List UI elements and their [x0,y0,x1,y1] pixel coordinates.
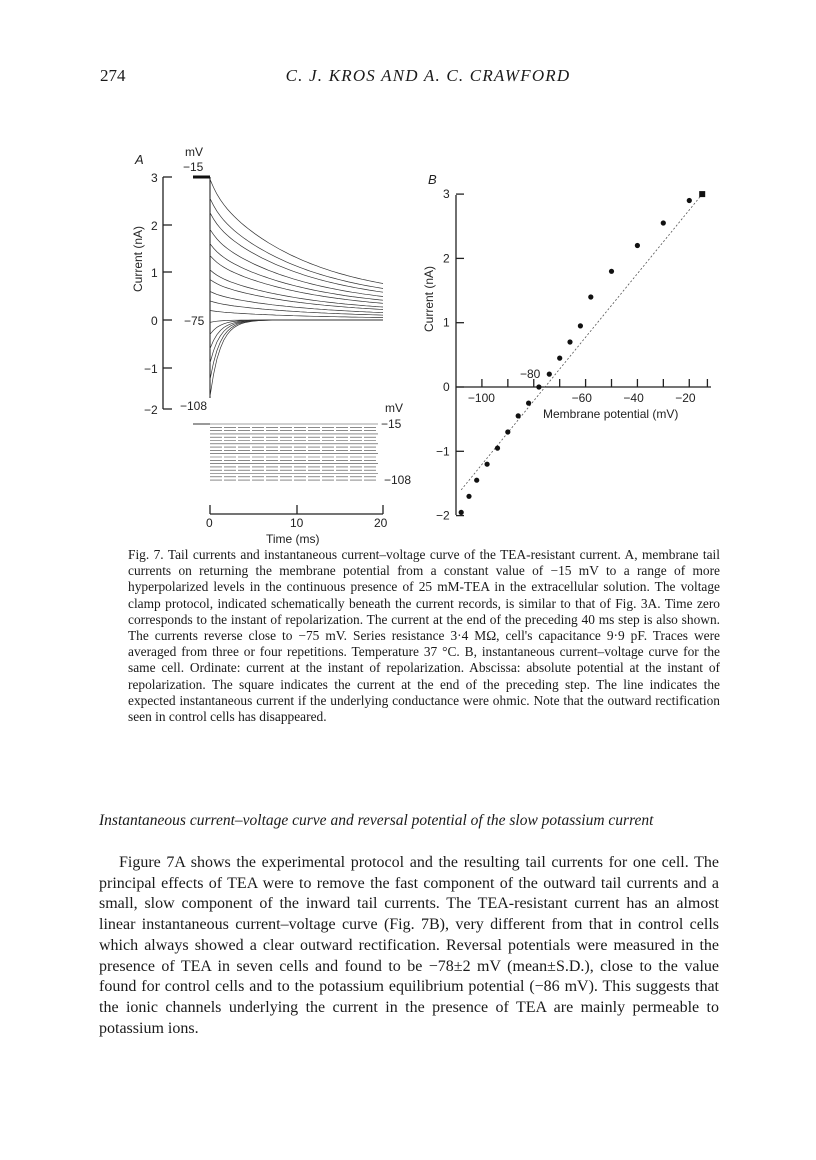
data-point [588,294,593,299]
body-paragraph: Figure 7A shows the experimental protocol and the resulting tail currents for one cell. The principal effects of TEA were to remove the fast component of the outward tail currents and a small, slow component of the inward tail currents. The TEA-resistant current has an almost linear instantaneous current–voltage curve (Fig. 7B), very different from that in control cells which always showed a clear outward rectification. Reversal potentials were measured in the presence of TEA in seven cells and found to be −78±2 mV (mean±S.D.), close to the value found for control cells and to the potassium equilibrium potential (−86 mV). This suggests that the ionic channels underlying the current in the presence of TEA are mainly permeable to potassium ions. [99,854,719,1037]
tail-current-trace [210,198,383,288]
data-point [547,372,552,377]
data-point [609,269,614,274]
panel-b-x-ticks [468,379,707,405]
panel-a-ytick-m2: −2 [144,403,158,417]
panel-a-protocol-traces [193,424,378,480]
figure-caption [128,547,720,725]
panel-a-time-tick-10: 10 [290,516,304,530]
panel-b-xtick-label: −60 [571,391,592,405]
data-point [536,384,541,389]
panel-b-annotation: −80 [520,367,541,381]
panel-a-ylabel: Current (nA) [131,225,145,292]
data-point [485,462,490,467]
panel-a-ytick-2: 2 [151,219,158,233]
panel-b-ytick-label: 3 [443,187,450,202]
caption-text: Tail currents and instantaneous current–voltage curve of the TEA-resistant current. A, membrane tail currents on returning the membrane potential from a constant value of −15 mV to a range of more hyperpolarized levels in the continuous presence of 25 mM-TEA in the extracellular solution. The voltage clamp protocol, indicated schematically beneath the current records, is similar to that of Fig. 3A. Time zero corresponds to the instant of repolarization. The current at the end of the preceding 40 ms step is also shown. The currents reverse close to −75 mV. Series resistance 3·4 MΩ, cell's capacitance 9·9 pF. Traces were averaged from three or four repetitions. Temperature 37 °C. B, instantaneous current–voltage curve for the same cell. Ordinate: current at the instant of repolarization. Abscissa: absolute potential at the instant of repolarization. The square indicates the current at the end of the preceding step. The line indicates the expected instantaneous current if the underlying conductance were ohmic. Note that the outward rectification seen in control cells has disappeared. [128,547,720,725]
panel-b-ytick-label: −1 [436,444,450,459]
panel-a [131,145,411,546]
running-head: C. J. KROS AND A. C. CRAWFORD [285,66,571,85]
panel-a-y-ticks [163,177,172,409]
data-point [526,401,531,406]
panel-a-ytick-m1: −1 [144,362,158,376]
panel-b-plot-area [459,191,706,515]
panel-a-hold-label: −108 [180,399,208,413]
panel-a-reversal-label: −75 [184,314,205,328]
panel-b-ytick-label: 0 [443,380,450,394]
panel-a-ytick-3: 3 [151,171,158,185]
panel-b-ylabel: Current (nA) [422,265,436,332]
data-point [516,413,521,418]
panel-b-xlabel: Membrane potential (mV) [543,407,679,421]
panel-b-ytick-label: −2 [436,508,450,523]
panel-a-time-tick-0: 0 [206,516,213,530]
panel-a-time-tick-20: 20 [374,516,388,530]
tail-current-trace [210,320,383,349]
data-point [635,243,640,248]
data-point [567,339,572,344]
panel-a-mv-unit: mV [185,145,203,159]
panel-b-label: B [428,172,437,187]
panel-a-protocol-top: −15 [381,417,402,431]
data-point [557,356,562,361]
data-point [495,446,500,451]
tail-current-trace [210,320,383,380]
data-point [459,510,464,515]
panel-a-label: A [135,152,144,167]
data-point [505,429,510,434]
panel-b-xtick-label: −40 [623,391,644,405]
panel-a-time-axis [210,505,383,514]
panel-a-xlabel: Time (ms) [266,532,320,546]
data-point [466,494,471,499]
data-point [578,323,583,328]
panel-a-tail-traces [210,179,383,396]
panel-a-protocol-unit: mV [385,401,403,415]
section-heading: Instantaneous current–voltage curve and reversal potential of the slow potassium current [99,812,654,829]
panel-b-y-ticks [436,187,464,522]
tail-current-trace [210,213,383,293]
tail-current-trace [210,179,383,283]
panel-b [422,172,711,523]
panel-a-protocol-bottom: −108 [384,473,412,487]
data-point [474,478,479,483]
figure-7 [0,0,816,560]
caption-label: Fig. 7. [128,547,164,562]
panel-b-xtick-label: −20 [675,391,696,405]
tail-current-trace [210,270,383,307]
panel-b-ytick-label: 2 [443,251,450,266]
panel-a-ytick-1: 1 [151,266,158,280]
data-point [661,220,666,225]
preceding-step-square [699,191,705,197]
panel-a-step-voltage: −15 [183,160,204,174]
page-number: 274 [100,66,126,85]
data-point [687,198,692,203]
tail-current-trace [210,320,383,396]
panel-b-ytick-label: 1 [443,315,450,330]
panel-b-xtick-label: −100 [467,391,495,405]
panel-a-ytick-0: 0 [151,314,158,328]
